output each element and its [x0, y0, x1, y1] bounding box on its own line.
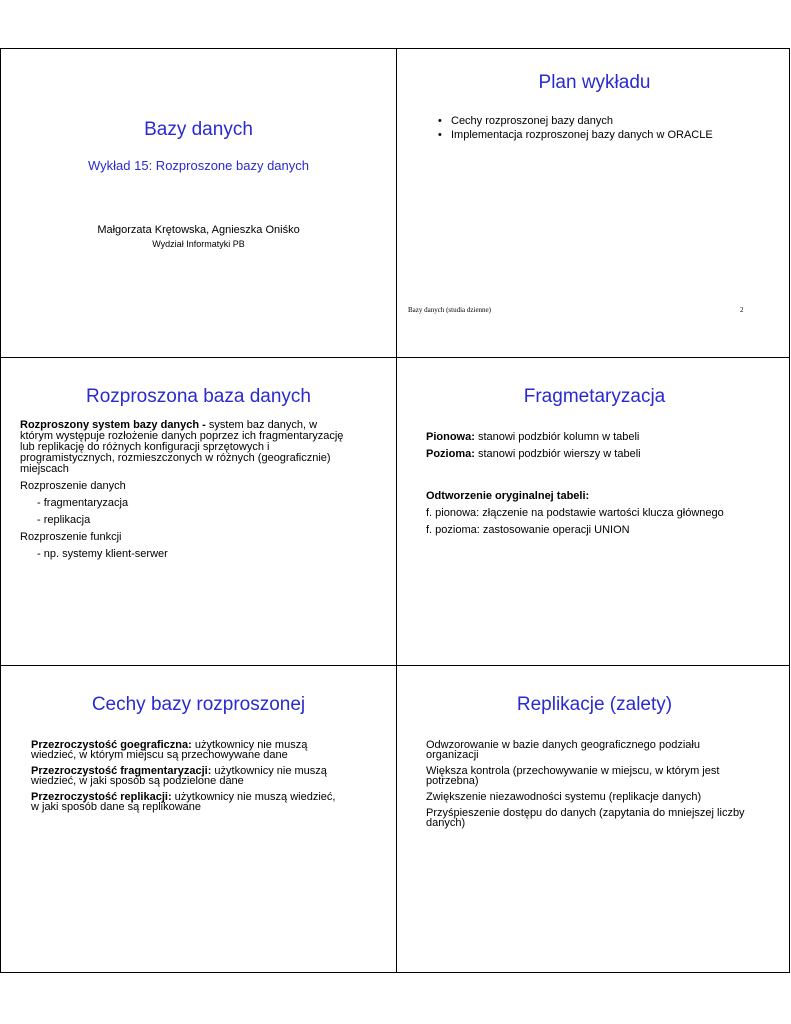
- list-item: Rozproszenie funkcji: [20, 531, 122, 543]
- slide-heading: Cechy bazy rozproszonej: [91, 694, 306, 715]
- bullet-icon: •: [438, 115, 442, 127]
- list-item: Przyśpieszenie dostępu do danych (zapytania do mniejszej liczby danych): [426, 807, 745, 829]
- slide-distributed-db: [1, 357, 396, 665]
- list-item: - np. systemy klient-serwer: [37, 548, 168, 560]
- list-item: - replikacja: [37, 514, 91, 526]
- slide-body: [31, 740, 341, 812]
- list-item: Przezroczystość replikacji: użytkownicy nie muszą wiedzieć, w jaki sposób dane są replikowane: [31, 791, 336, 813]
- lecture-subtitle: Wykład 15: Rozproszone bazy danych: [88, 158, 309, 173]
- list-item: Zwiększenie niezawodności systemu (replikacje danych): [426, 791, 702, 803]
- list-item: Pionowa: stanowi podzbiór kolumn w tabeli: [426, 431, 640, 443]
- definition-paragraph: Rozproszony system bazy danych - system baz danych, w którym występuje rozłożenie danych poprzez ich fragmentaryzację lub replikację do różnych konfiguracji sprzętowych i programistycznych, rozmieszczonych w różnych (geograficznie) miejscach: [20, 419, 344, 475]
- slide-body: [20, 420, 350, 560]
- slide-heading: Fragmetaryzacja: [523, 386, 666, 407]
- list-item: • Cechy rozproszonej bazy danych: [438, 115, 614, 127]
- slide-heading: Rozproszona baza danych: [86, 386, 311, 407]
- slide-plan: [397, 49, 791, 357]
- page-number: 2: [740, 306, 744, 314]
- slide-body: [426, 432, 766, 536]
- slide-heading: Replikacje (zalety): [516, 694, 673, 715]
- list-item: Pozioma: stanowi podzbiór wierszy w tabeli: [426, 448, 641, 460]
- slide-body: [426, 740, 746, 828]
- authors: Małgorzata Krętowska, Agnieszka Oniśko: [97, 224, 300, 236]
- lecture-course-title: Bazy danych: [144, 119, 253, 140]
- list-item: f. pionowa: złączenie na podstawie wartości klucza głównego: [426, 507, 724, 519]
- slide-replication-advantages: [397, 665, 791, 973]
- list-item: f. pozioma: zastosowanie operacji UNION: [426, 524, 630, 536]
- slide-heading: Plan wykładu: [538, 72, 651, 93]
- slide-fragmentation: [397, 357, 791, 665]
- list-item: Rozproszenie danych: [20, 480, 126, 492]
- section-heading: Odtworzenie oryginalnej tabeli:: [426, 490, 590, 502]
- list-item: Większa kontrola (przechowywanie w miejscu, w którym jest potrzebna): [426, 765, 720, 787]
- list-item: Odwzorowanie w bazie danych geograficznego podziału organizacji: [426, 739, 700, 761]
- list-item: Przezroczystość goegraficzna: użytkownicy nie muszą wiedzieć, w którym miejscu są przechowywane dane: [31, 739, 308, 761]
- slide-distributed-features: [1, 665, 396, 973]
- list-item: Przezroczystość fragmentaryzacji: użytkownicy nie muszą wiedzieć, w jaki sposób są podzielone dane: [31, 765, 327, 787]
- handout-grid: [0, 48, 790, 973]
- plan-list: [435, 114, 713, 142]
- list-item: - fragmentaryzacja: [37, 497, 129, 509]
- faculty: Wydział Informatyki PB: [152, 239, 245, 249]
- bullet-icon: •: [438, 129, 442, 141]
- footer-course: Bazy danych (studia dzienne): [408, 306, 491, 314]
- list-item: • Implementacja rozproszonej bazy danych w ORACLE: [438, 129, 713, 141]
- slide-title: [1, 49, 396, 357]
